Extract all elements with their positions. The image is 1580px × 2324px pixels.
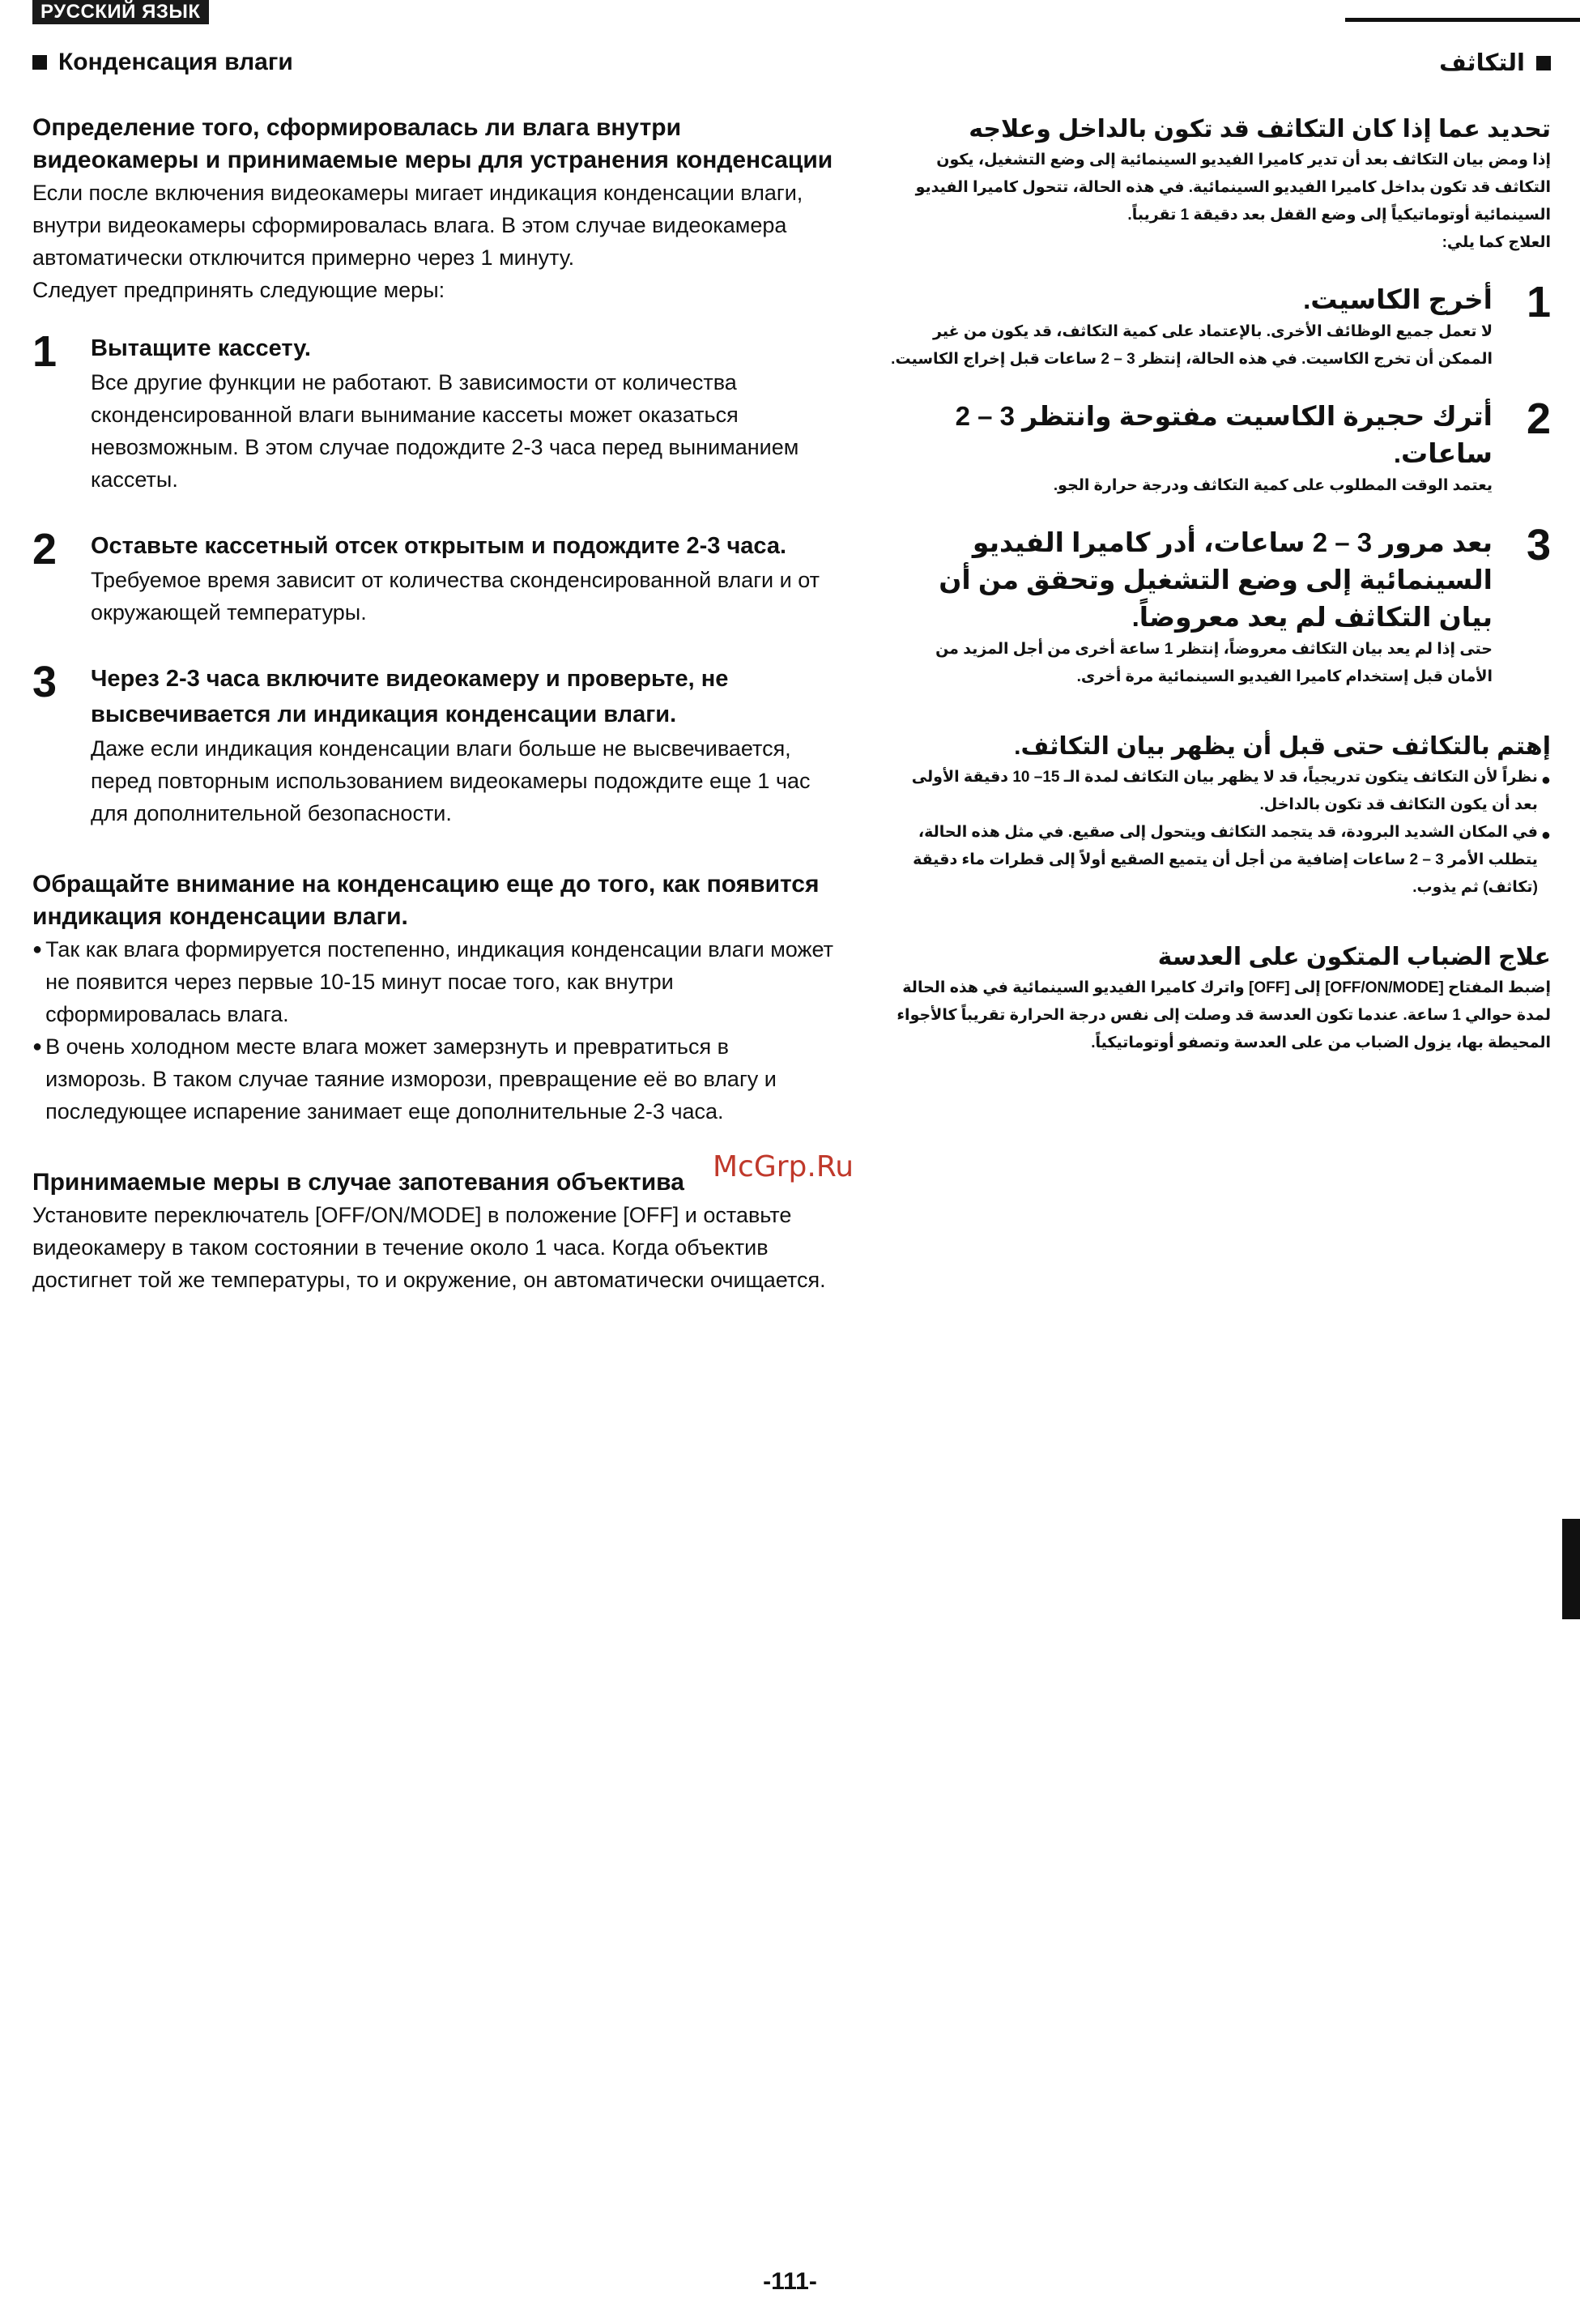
ru-bullet-2 <box>32 1030 834 1128</box>
step-heading: Через 2-3 часа включите видеокамеру и проверьте, не высвечивается ли индикация конденсации влаги. <box>91 666 729 727</box>
step-number: 3 <box>1526 521 1551 569</box>
square-bullet-icon <box>32 55 47 70</box>
bullet-text: В очень холодном месте влага может замерзнуть и превратиться в изморозь. В таком случае таяние изморози, превращение её во влагу и последующее испарение занимает еще дополнительные 2-3 часа. <box>45 1034 777 1124</box>
ar-measures-intro: العلاج كما يلي: <box>1442 234 1551 251</box>
ar-attention-title: إهتم بالتكاثف حتى قبل أن يظهر بيان التكاثف. <box>1014 733 1551 760</box>
step-text: لا تعمل جميع الوظائف الأخرى. بالإعتماد على كمية التكاثف، قد يكون من غير الممكن أن تخرج الكاسيت. في هذه الحالة، إنتظر 3 – 2 ساعات قبل إخراج الكاسيت. <box>891 323 1493 368</box>
ar-step-1 <box>891 278 1551 373</box>
step-text: Все другие функции не работают. В зависимости от количества сконденсированной влаги вынимание кассеты может оказаться невозможным. В этом случае подождите 2-3 часа перед выниманием кассеты. <box>91 370 799 492</box>
bullet-text: Так как влага формируется постепенно, индикация конденсации влаги может не появится через первые 10-15 минут посае того, как внутри сформировалась влага. <box>45 937 834 1026</box>
bullet-dot-icon: ● <box>1540 771 1551 789</box>
ar-bullet-1 <box>891 764 1551 819</box>
ru-lens-title: Принимаемые меры в случае запотевания объектива <box>32 1169 684 1196</box>
ar-bullet-2 <box>891 819 1551 902</box>
ru-step-2 <box>32 525 834 629</box>
site-watermark: McGrp.Ru <box>713 1150 854 1183</box>
ru-detect-title: Определение того, сформировалась ли влага внутри видеокамеры и принимаемые меры для устранения конденсации <box>32 114 833 173</box>
step-heading: Оставьте кассетный отсек открытым и подождите 2-3 часа. <box>91 533 787 559</box>
ar-step-2 <box>891 394 1551 500</box>
bullet-text: نظراً لأن التكاثف يتكون تدريجياً، قد لا يظهر بيان التكاثف لمدة الـ 15– 10 دقيقة الأولى بعد أن يكون التكاثف قد تكون بالداخل. <box>911 769 1538 813</box>
arabic-column <box>891 49 1551 1057</box>
step-number: 1 <box>1526 278 1551 326</box>
step-number: 2 <box>32 525 57 574</box>
step-heading: أترك حجيرة الكاسيت مفتوحة وانتظر 3 – 2 ساعات. <box>955 401 1493 468</box>
step-text: Даже если индикация конденсации влаги больше не высвечивается, перед повторным использованием видеокамеры подождите еще 1 час для дополнительной безопасности. <box>91 736 811 825</box>
ar-section-title <box>891 49 1551 77</box>
ar-step-3 <box>891 521 1551 691</box>
step-number: 3 <box>32 658 57 706</box>
ru-bullet-1 <box>32 933 834 1030</box>
step-text: حتى إذا لم يعد بيان التكاثف معروضاً، إنتظر 1 ساعة أخرى من أجل المزيد من الأمان قبل إستخدام كاميرا الفيديو السينمائية مرة أخرى. <box>935 641 1493 685</box>
step-number: 2 <box>1526 394 1551 443</box>
ru-step-1 <box>32 327 834 496</box>
russian-column <box>32 49 834 1296</box>
step-text: يعتمد الوقت المطلوب على كمية التكاثف ودرجة حرارة الجو. <box>1053 477 1493 494</box>
ru-section-title-text: Конденсация влаги <box>58 49 293 75</box>
ru-detect-text: Если после включения видеокамеры мигает индикация конденсации влаги, внутри видеокамеры сформировалась влага. В этом случае видеокамера автоматически отключится примерно через 1 минуту. <box>32 181 803 270</box>
ar-detect-text: إذا ومض بيان التكاثف بعد أن تدير كاميرا الفيديو السينمائية إلى وضع التشغيل، يكون التكاثف قد تكون بداخل كاميرا الفيديو السينمائية. في هذه الحالة، تتحول كاميرا الفيديو السينمائية أوتوماتيكياً إلى وضع القفل بعد دقيقة 1 تقريباً. <box>915 151 1551 224</box>
ru-step-3 <box>32 658 834 829</box>
step-heading: Вытащите кассету. <box>91 335 311 361</box>
header-rule <box>1345 18 1580 22</box>
ru-attention-title: Обращайте внимание на конденсацию еще до того, как появится индикация конденсации влаги. <box>32 871 820 930</box>
language-tag: РУССКИЙ ЯЗЫК <box>32 0 209 24</box>
ru-lens-text: Установите переключатель [OFF/ON/MODE] в положение [OFF] и оставьте видеокамеру в таком состоянии в течение около 1 часа. Когда объектив достигнет той же температуры, то и окружение, он автоматически очищается. <box>32 1203 826 1292</box>
square-bullet-icon <box>1536 56 1551 70</box>
bullet-text: في المكان الشديد البرودة، قد يتجمد التكاثف ويتحول إلى صقيع. في مثل هذه الحالة، يتطلب الأمر 3 – 2 ساعات إضافية من أجل أن يتميع الصقيع أولاً إلى قطرات ماء دقيقة (تكاثف) ثم يذوب. <box>913 824 1538 896</box>
page-edge-tab-marker <box>1562 1519 1580 1619</box>
step-heading: أخرج الكاسيت. <box>1303 284 1493 314</box>
ru-measures-intro: Следует предпринять следующие меры: <box>32 278 445 302</box>
ar-detect-title: تحديد عما إذا كان التكاثف قد تكون بالداخل وعلاجه <box>969 116 1551 143</box>
ar-section-title-text: التكاثف <box>1439 50 1525 76</box>
ar-lens-title: علاج الضباب المتكون على العدسة <box>1157 944 1551 970</box>
page-number: -111- <box>763 2268 817 2295</box>
step-number: 1 <box>32 327 57 376</box>
step-text: Требуемое время зависит от количества сконденсированной влаги и от окружающей температуры. <box>91 568 820 625</box>
ru-section-title <box>32 49 834 76</box>
bullet-dot-icon: ● <box>1540 826 1551 844</box>
bullet-dot-icon: ● <box>32 940 43 958</box>
step-heading: بعد مرور 3 – 2 ساعات، أدر كاميرا الفيديو السينمائية إلى وضع التشغيل وتحقق من أن بيان التكاثف لم يعد معروضاً. <box>939 527 1493 632</box>
bullet-dot-icon: ● <box>32 1038 43 1055</box>
ar-lens-text: إضبط المفتاح [OFF/ON/MODE] إلى [OFF] واترك كاميرا الفيديو السينمائية في هذه الحالة لمدة حوالي 1 ساعة. عندما تكون العدسة قد وصلت إلى نفس درجة الحرارة تقريباً كالأجواء المحيطة بها، يزول الضباب من على العدسة وتصفو أوتوماتيكياً. <box>896 979 1551 1051</box>
